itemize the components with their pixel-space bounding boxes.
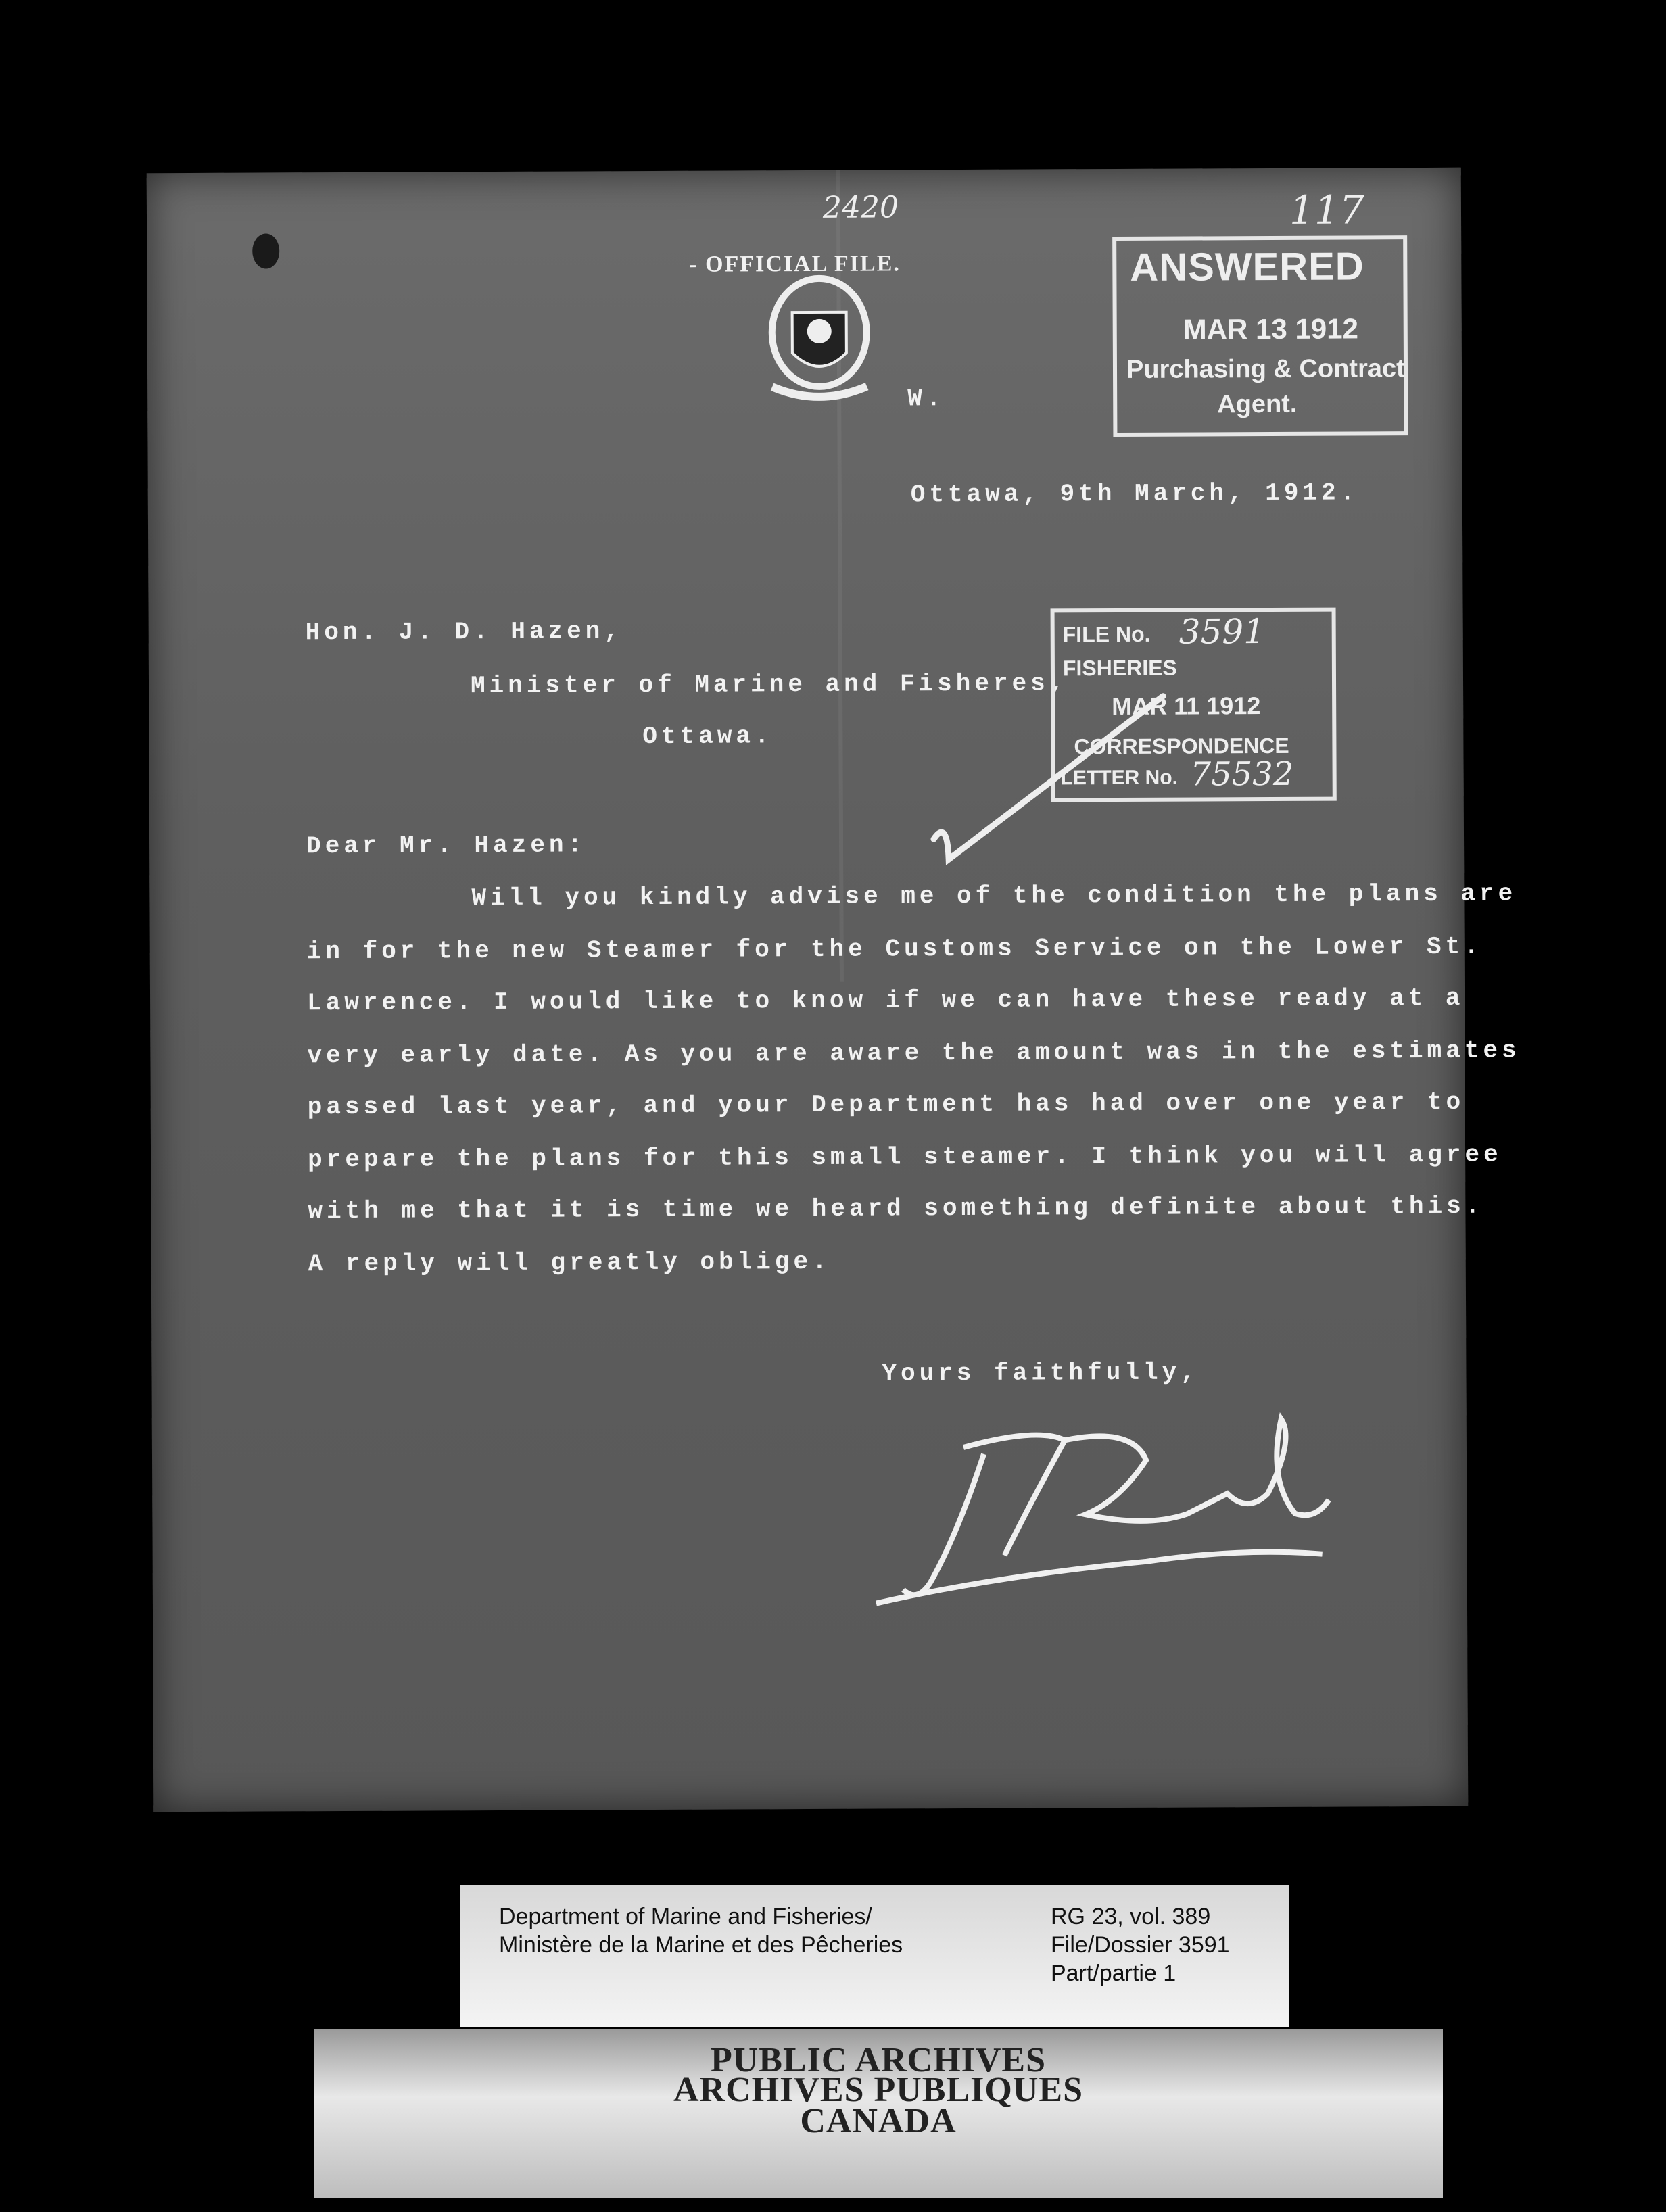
coat-of-arms-seal <box>744 271 894 407</box>
body-line-4: very early date. As you are aware the amount was in the estimates <box>307 1036 1521 1070</box>
addressee-line-3: Ottawa. <box>642 722 774 751</box>
official-file-heading: - OFFICIAL FILE. <box>689 251 901 277</box>
handwritten-page-number: 117 <box>1289 187 1364 233</box>
archives-line-1: PUBLIC ARCHIVES <box>710 2041 1047 2079</box>
answered-stamp-line2: Agent. <box>1217 389 1298 419</box>
file-dossier-ref: File/Dossier 3591 <box>1051 1932 1230 1958</box>
record-group-ref: RG 23, vol. 389 <box>1051 1904 1211 1929</box>
department-english: Department of Marine and Fisheries/ <box>499 1904 872 1929</box>
salutation: Dear Mr. Hazen: <box>306 831 587 861</box>
date-line: Ottawa, 9th March, 1912. <box>910 479 1359 509</box>
public-archives-bar <box>314 2029 1443 2198</box>
signature <box>862 1399 1350 1624</box>
answered-stamp-title: ANSWERED <box>1130 244 1364 289</box>
archives-line-3: CANADA <box>800 2102 957 2140</box>
archives-line-2: ARCHIVES PUBLIQUES <box>673 2071 1084 2109</box>
answered-stamp-line1: Purchasing & Contract <box>1126 354 1405 384</box>
file-stamp-file-number: 3591 <box>1179 612 1266 652</box>
body-line-2: in for the new Steamer for the Customs Service on the Lower St. <box>306 932 1483 966</box>
body-line-3: Lawrence. I would like to know if we can have these ready at a <box>306 984 1465 1017</box>
check-mark <box>920 683 1177 887</box>
file-stamp-file-label: FILE No. <box>1062 621 1151 647</box>
body-line-5: passed last year, and your Department has had over one year to <box>307 1088 1465 1122</box>
addressee-line-2: Minister of Marine and Fisheres, <box>470 669 1068 700</box>
part-ref: Part/partie 1 <box>1051 1961 1176 1986</box>
body-line-1: Will you kindly advise me of the condition the plans are <box>471 880 1517 913</box>
body-line-6: prepare the plans for this small steamer. I think you will agree <box>308 1140 1502 1174</box>
archive-reference-label <box>460 1885 1289 2027</box>
punch-hole <box>252 233 279 268</box>
department-french: Ministère de la Marine et des Pêcheries <box>499 1932 903 1958</box>
body-line-8: A reply will greatly oblige. <box>308 1247 831 1278</box>
file-stamp-letter-label: LETTER No. <box>1060 766 1179 790</box>
file-stamp-letter-number: 75532 <box>1190 754 1294 794</box>
letter-page <box>147 168 1521 1812</box>
file-stamp-type: CORRESPONDENCE <box>1074 733 1289 759</box>
handwritten-file-number: 2420 <box>822 190 899 225</box>
closing: Yours faithfully, <box>882 1358 1199 1388</box>
addressee-line-1: Hon. J. D. Hazen, <box>305 617 623 647</box>
answered-stamp-date: MAR 13 1912 <box>1183 312 1358 345</box>
file-stamp-date: MAR 11 1912 <box>1112 692 1261 721</box>
w-mark: W. <box>907 385 945 413</box>
body-line-7: with me that it is time we heard something definite about this. <box>308 1192 1484 1226</box>
answered-stamp <box>1112 235 1408 437</box>
file-stamp-department: FISHERIES <box>1062 655 1177 681</box>
